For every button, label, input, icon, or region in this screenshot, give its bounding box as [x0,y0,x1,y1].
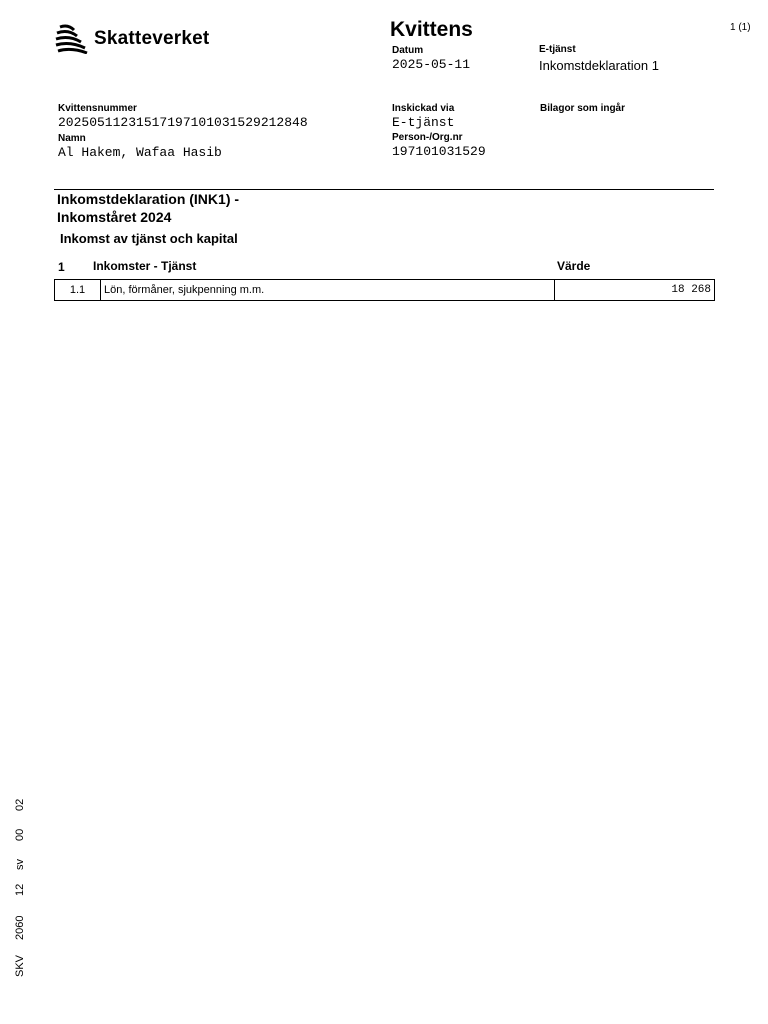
side-code-b: 2060 [14,915,26,940]
namn-value: Al Hakem, Wafaa Hasib [58,145,222,160]
kvittensnummer-value: 20250511231517197101031529212848 [58,115,308,130]
row-value: 18 268 [555,280,715,301]
datum-value: 2025-05-11 [392,57,471,72]
etjanst-value: Inkomstdeklaration 1 [539,58,659,73]
bilagor-label: Bilagor som ingår [540,103,626,114]
page-number: 1 (1) [730,22,751,33]
section-title [57,190,239,226]
section-title-line1: Inkomstdeklaration (INK1) - [57,191,240,207]
form-code-vertical [14,790,44,990]
section-title-line2: Inkomståret 2024 [57,209,172,225]
person-value: 197101031529 [392,144,486,159]
group-number: 1 [58,260,65,274]
row-number: 1.1 [55,280,101,301]
inskickad-value: E-tjänst [392,115,455,130]
side-code-f: 02 [14,798,26,811]
group-title: Inkomster - Tjänst [93,259,197,273]
page-title: Kvittens [390,18,473,41]
side-code-a: SKV [14,954,26,977]
etjanst-label: E-tjänst [539,44,576,55]
side-code-e: 00 [14,828,26,841]
person-label: Person-/Org.nr [392,132,463,143]
side-code-c: 12 [14,883,26,896]
section-subtitle: Inkomst av tjänst och kapital [60,231,238,246]
logo-text: Skatteverket [94,28,210,49]
row-description: Lön, förmåner, sjukpenning m.m. [101,280,555,301]
value-column-header: Värde [557,259,591,273]
inskickad-label: Inskickad via [392,103,455,114]
income-table [54,279,715,301]
datum-label: Datum [392,45,424,56]
skatteverket-logo [54,24,209,54]
skatteverket-logo-icon [54,24,88,54]
side-code-d: sv [14,859,26,870]
table-row [55,280,715,301]
namn-label: Namn [58,133,86,144]
kvittensnummer-label: Kvittensnummer [58,103,137,114]
